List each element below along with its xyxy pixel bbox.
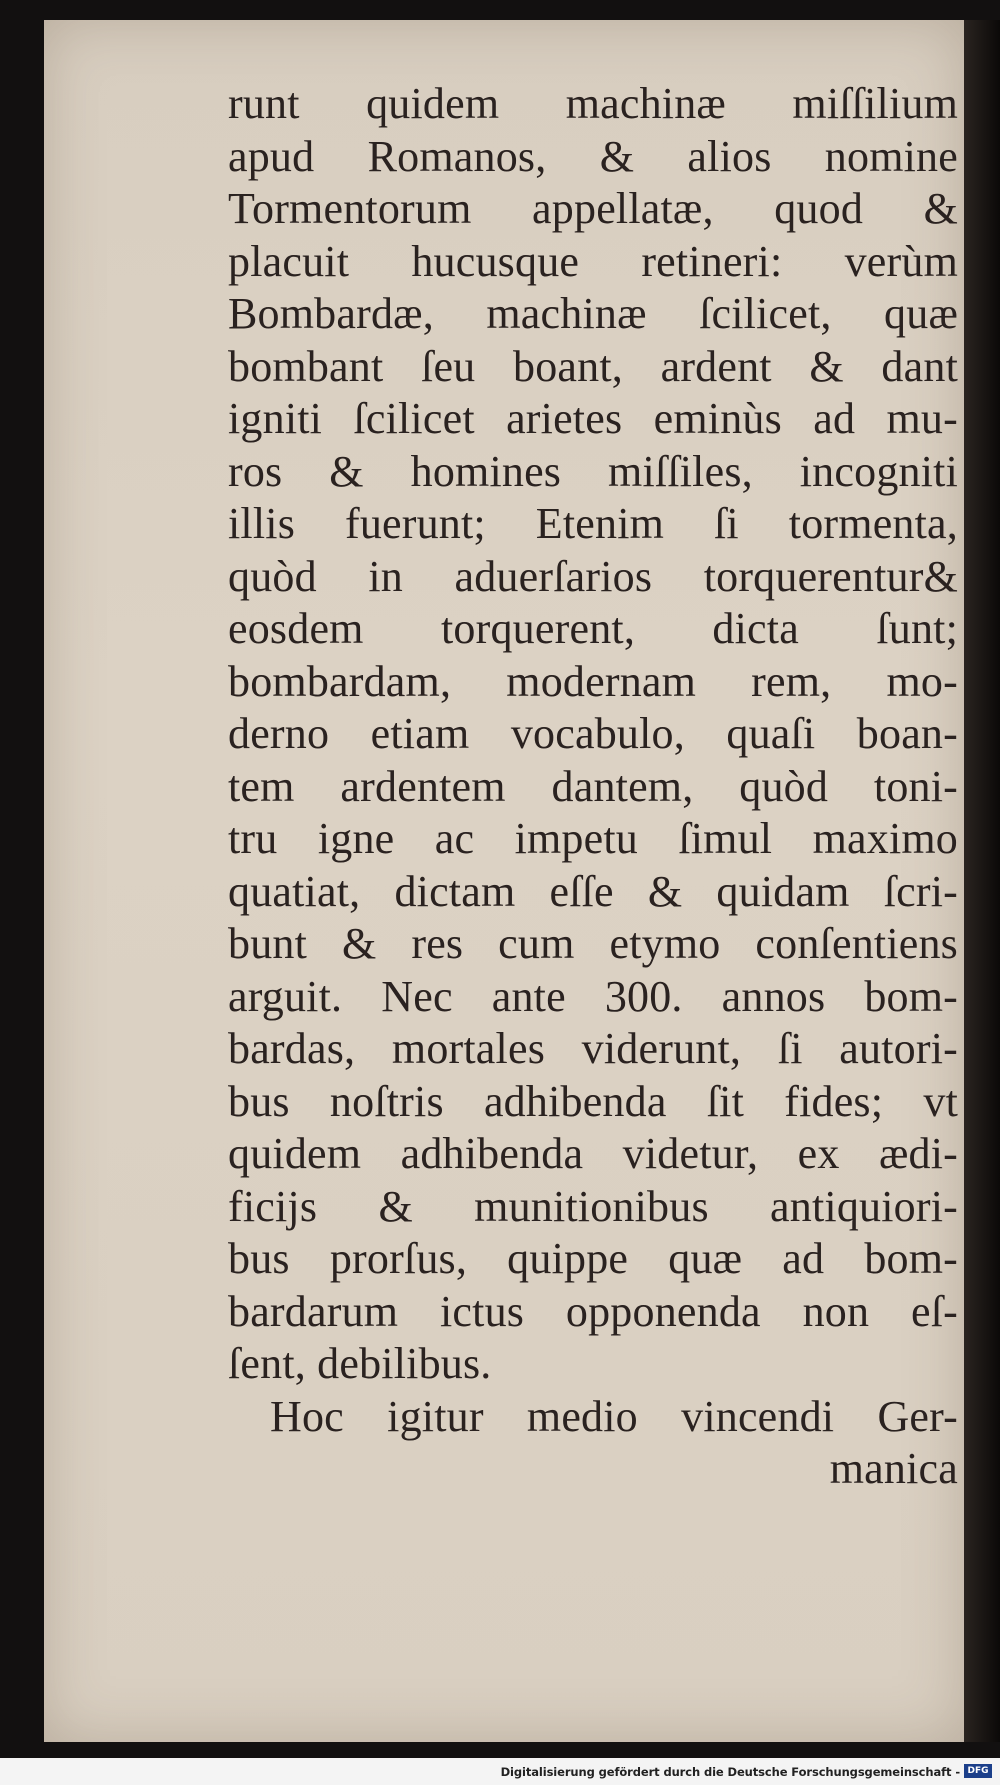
text-line: quidem adhibenda videtur, ex ædi- [228, 1129, 958, 1178]
text-line: ros & homines miſſiles, incogniti [228, 446, 958, 496]
text-line: Tormentorum appellatæ, quod & [228, 184, 958, 233]
text-line: arguit. Nec ante 300. annos bom- [228, 971, 958, 1021]
text-line: quòd in aduerſarios torquerentur& [228, 551, 958, 601]
body-text [228, 78, 958, 1496]
text-line: bunt & res cum etymo conſentiens [228, 919, 958, 968]
text-line: bardarum ictus opponenda non eſ- [228, 1286, 958, 1336]
text-line: quatiat, dictam eſſe & quidam ſcri- [228, 866, 958, 916]
text-line: illis fuerunt; Etenim ſi tormenta, [228, 499, 958, 548]
page-edge-shadow [964, 20, 1000, 1742]
text-line: bardas, mortales viderunt, ſi autori- [228, 1024, 958, 1073]
text-line: tem ardentem dantem, quòd toni- [228, 761, 958, 811]
text-line: eosdem torquerent, dicta ſunt; [228, 604, 958, 653]
text-line: igniti ſcilicet arietes eminùs ad mu- [228, 394, 958, 443]
text-line: Bombardæ, machinæ ſcilicet, quæ [228, 289, 958, 338]
funding-credit: Digitalisierung gefördert durch die Deutsche Forschungsgemeinschaft - [500, 1765, 960, 1779]
text-line: bombant ſeu boant, ardent & dant [228, 341, 958, 391]
catchword: manica [829, 1444, 958, 1493]
text-line: apud Romanos, & alios nomine [228, 131, 958, 181]
digitization-footer [0, 1758, 1000, 1785]
text-line: ſent, debilibus. [228, 1339, 492, 1388]
text-line: derno etiam vocabulo, quaſi boan- [228, 709, 958, 758]
text-line: bus noſtris adhibenda ſit fides; vt [228, 1076, 958, 1126]
text-line: tru igne ac impetu ſimul maximo [228, 814, 958, 863]
dfg-logo: DFG [964, 1764, 992, 1778]
text-line: bus prorſus, quippe quæ ad bom- [228, 1234, 958, 1283]
text-line: bombardam, modernam rem, mo- [228, 656, 958, 706]
text-line: ficijs & munitionibus antiquiori- [228, 1181, 958, 1231]
next-paragraph-start: Hoc igitur medio vincendi Ger- [270, 1391, 958, 1441]
text-line: runt quidem machinæ miſſilium [228, 79, 958, 128]
text-line: placuit hucusque retineri: verùm [228, 236, 958, 286]
